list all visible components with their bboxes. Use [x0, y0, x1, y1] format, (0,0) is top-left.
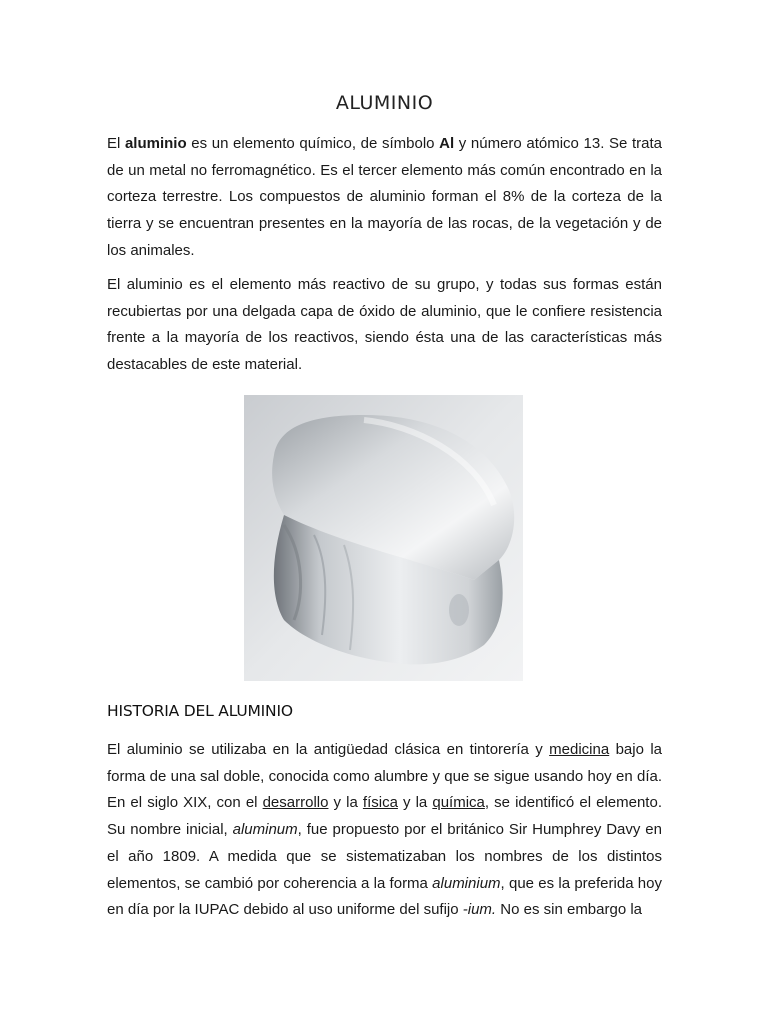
- link-desarrollo[interactable]: desarrollo: [262, 794, 329, 812]
- bold-term-aluminio: aluminio: [124, 135, 187, 152]
- italic-term-ium: -ium.: [462, 901, 497, 919]
- italic-term-aluminum: aluminum: [232, 821, 298, 839]
- bold-term-al: Al: [439, 135, 455, 152]
- text-run: El aluminio se utilizaba en la antigüedad clásica en tintorería y: [107, 741, 550, 758]
- link-fisica[interactable]: física: [362, 794, 398, 812]
- intro-paragraph: [107, 131, 662, 265]
- text-run: , se identificó el elemento. Su nombre inicial,: [107, 794, 662, 839]
- text-run: , que es la preferida hoy en día por la IUPAC debido al uso uniforme del sufijo: [107, 874, 662, 919]
- page-title: ALUMINIO: [335, 92, 434, 114]
- text-run: y la: [397, 794, 433, 812]
- text-run: es un elemento químico, de símbolo: [186, 135, 440, 152]
- text-run: , fue propuesto por el británico Sir Humphrey Davy en el año 1809. A medida que se sistematizaban los nombres de los distintos elementos, se cambió por coherencia a la forma: [107, 821, 662, 892]
- history-paragraph: [107, 737, 662, 924]
- section-heading-historia: HISTORIA DEL ALUMINIO: [107, 702, 293, 720]
- link-medicina[interactable]: medicina: [549, 741, 610, 758]
- link-quimica[interactable]: química: [432, 794, 485, 812]
- text-run: El: [107, 135, 125, 152]
- text-run: y número atómico 13. Se trata de un metal no ferromagnético. Es el tercer elemento más común encontrado en la corteza terrestre. Los compuestos de aluminio forman el 8% de la corteza de la tierra y se encuentran presentes en la mayoría de las rocas, de la vegetación y de los animales.: [107, 135, 662, 259]
- text-run: bajo la forma de una sal doble, conocida como alumbre y que se sigue usando hoy en día. En el siglo XIX, con el: [107, 741, 662, 812]
- italic-term-aluminium: aluminium: [432, 874, 501, 892]
- text-run: y la: [328, 794, 363, 812]
- text-run: No es sin embargo la: [496, 901, 643, 919]
- aluminium-sample-photo: [244, 395, 523, 681]
- reactivity-paragraph: El aluminio es el elemento más reactivo de su grupo, y todas sus formas están recubiertas por una delgada capa de óxido de aluminio, que le confiere resistencia frente a la mayoría de los reactivos, siendo ésta una de las características más destacables de este material.: [107, 276, 662, 374]
